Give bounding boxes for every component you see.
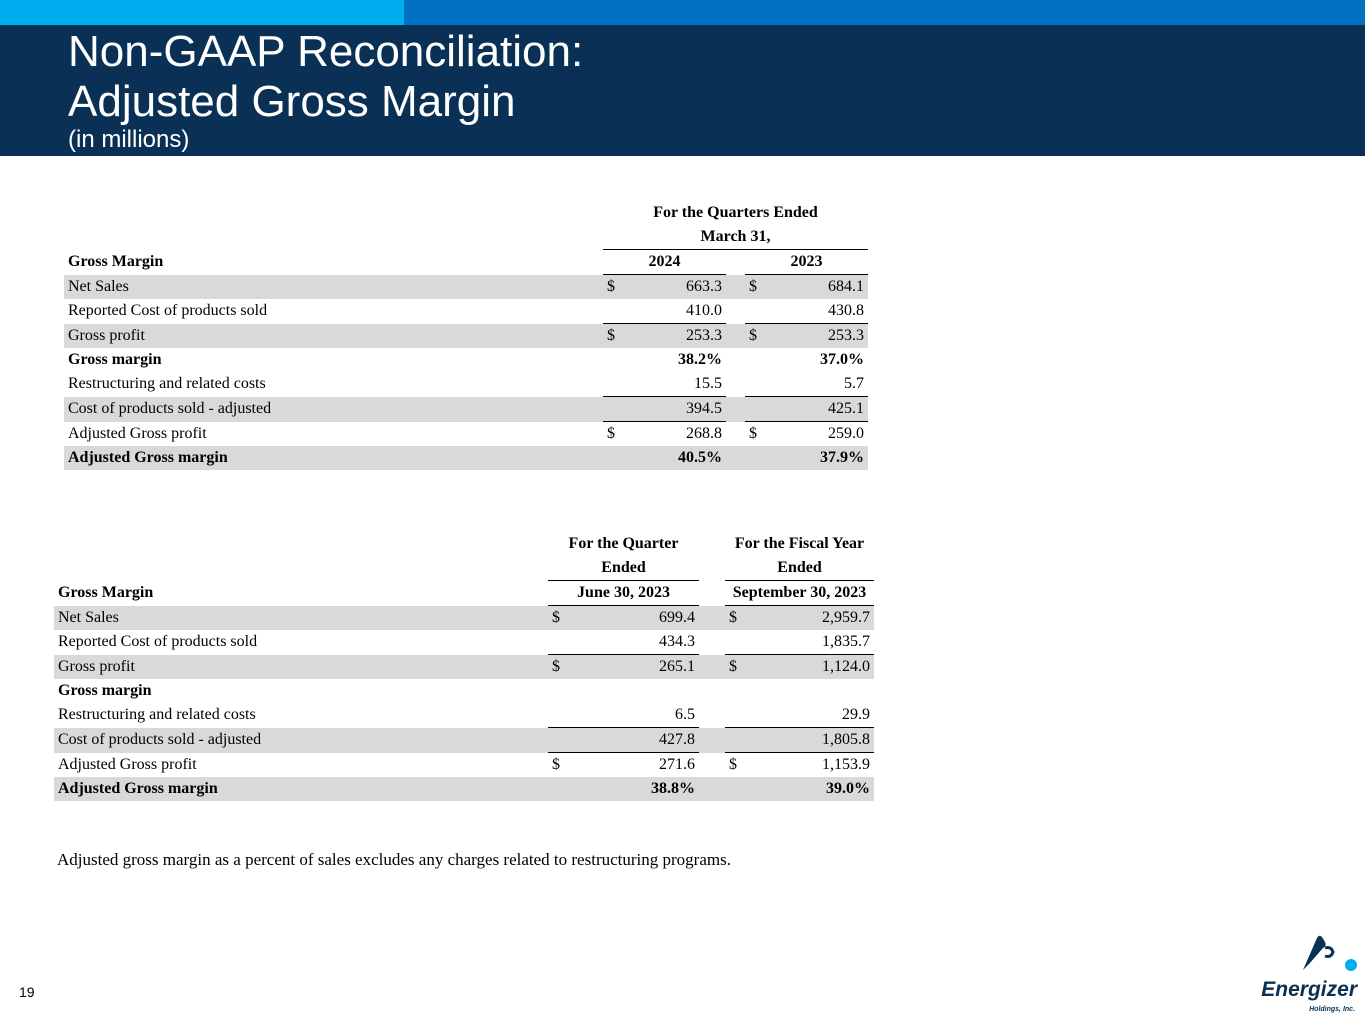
- value-2024: 253.3: [623, 324, 726, 349]
- currency-symbol: $: [603, 324, 623, 349]
- value-2023: 37.0%: [820, 351, 864, 368]
- row-label: Adjusted Gross profit: [58, 755, 197, 773]
- value-fiscal-year: 1,835.7: [822, 633, 870, 650]
- value-2024: 40.5%: [623, 446, 726, 470]
- table-row: [54, 655, 874, 680]
- value-quarter: 265.1: [568, 655, 699, 680]
- row-label: Gross margin: [68, 351, 162, 368]
- top-accent-bar-light: [0, 0, 404, 25]
- quarterly-gross-margin-table: [64, 201, 868, 470]
- table-row: [64, 422, 868, 447]
- table1-group-header-date: March 31,: [603, 225, 868, 250]
- value-quarter: [568, 679, 699, 703]
- currency-symbol: [725, 630, 745, 655]
- row-label: Net Sales: [54, 606, 548, 631]
- value-fiscal-year: 1,153.9: [822, 756, 870, 773]
- table-row: [54, 703, 874, 728]
- table1-col-2023: 2023: [745, 250, 868, 275]
- table-row: [54, 753, 874, 778]
- table-row: [54, 728, 874, 753]
- value-2023: 5.7: [765, 372, 868, 397]
- currency-symbol: $: [548, 655, 568, 680]
- table1-group-header: For the Quarters Ended: [653, 204, 818, 221]
- footnote: Adjusted gross margin as a percent of sales excludes any charges related to restructuring programs.: [57, 850, 731, 869]
- table-row: [64, 275, 868, 300]
- value-fiscal-year: [745, 679, 874, 703]
- value-2024: 410.0: [623, 299, 726, 324]
- table2-header-row-2: [54, 556, 874, 581]
- logo-wordmark: Energizer: [1261, 978, 1357, 1001]
- value-quarter: 6.5: [568, 703, 699, 728]
- value-fiscal-year: 39.0%: [745, 777, 874, 801]
- currency-symbol: $: [552, 756, 560, 773]
- row-label: Gross profit: [64, 324, 603, 349]
- logo-subtext: Holdings, Inc.: [1309, 1006, 1355, 1013]
- currency-symbol: [745, 446, 765, 470]
- table-row: [54, 606, 874, 631]
- value-2024: 38.2%: [678, 351, 722, 368]
- table1-col-2024: 2024: [603, 250, 726, 275]
- value-2023: 430.8: [765, 299, 868, 324]
- value-2023: 684.1: [765, 275, 868, 300]
- value-fiscal-year: 1,805.8: [745, 728, 874, 753]
- row-label: Restructuring and related costs: [58, 706, 256, 724]
- table-row: [64, 348, 868, 372]
- currency-symbol: [725, 777, 745, 801]
- value-2023: 253.3: [765, 324, 868, 349]
- currency-symbol: [745, 348, 765, 372]
- page-title: [68, 27, 583, 127]
- currency-symbol: [745, 299, 765, 324]
- currency-symbol: $: [729, 756, 737, 773]
- table2-row-label-header: Gross Margin: [58, 584, 154, 601]
- table2-col2-header-date: September 30, 2023: [725, 581, 874, 606]
- value-2024: 268.8: [686, 425, 722, 442]
- currency-symbol: [548, 703, 568, 728]
- currency-symbol: $: [607, 425, 615, 442]
- currency-symbol: [548, 777, 568, 801]
- currency-symbol: [745, 372, 765, 397]
- value-quarter: 38.8%: [568, 777, 699, 801]
- table-row: [64, 397, 868, 422]
- table1-header-row-2: [64, 225, 868, 250]
- value-fiscal-year: 2,959.7: [745, 606, 874, 631]
- table2-header-row-3: [54, 581, 874, 606]
- value-2023: 259.0: [828, 425, 864, 442]
- value-2024: 15.5: [623, 372, 726, 397]
- row-label: Gross margin: [58, 682, 152, 699]
- table1-header-row-1: [64, 201, 868, 225]
- table1-header-row-3: [64, 250, 868, 275]
- table-row: [54, 777, 874, 801]
- currency-symbol: $: [745, 275, 765, 300]
- table1-row-label-header: Gross Margin: [68, 253, 164, 270]
- value-quarter: 434.3: [659, 633, 695, 650]
- table2-col1-header-date: June 30, 2023: [548, 581, 699, 606]
- table-row: [54, 630, 874, 655]
- title-line-2: Adjusted Gross Margin: [68, 77, 516, 126]
- row-label: Cost of products sold - adjusted: [54, 728, 548, 753]
- logo-swoosh-mark: [1303, 936, 1326, 970]
- table-row: [54, 679, 874, 703]
- row-label: Reported Cost of products sold: [68, 302, 268, 320]
- currency-symbol: [603, 397, 623, 422]
- page-number: 19: [19, 984, 35, 1000]
- value-2024: 663.3: [623, 275, 726, 300]
- row-label: Adjusted Gross profit: [68, 424, 207, 442]
- currency-symbol: [725, 703, 745, 728]
- currency-symbol: [548, 630, 568, 655]
- table2-col2-header-line1: For the Fiscal Year: [734, 535, 865, 552]
- currency-symbol: [603, 299, 623, 324]
- currency-symbol: [725, 728, 745, 753]
- currency-symbol: [745, 397, 765, 422]
- row-label: Reported Cost of products sold: [58, 633, 258, 651]
- value-fiscal-year: 1,124.0: [745, 655, 874, 680]
- row-label: Adjusted Gross margin: [54, 777, 548, 801]
- row-label: Cost of products sold - adjusted: [64, 397, 603, 422]
- currency-symbol: [548, 728, 568, 753]
- value-quarter: 271.6: [659, 756, 695, 773]
- currency-symbol: [603, 348, 623, 372]
- value-quarter: 427.8: [568, 728, 699, 753]
- currency-symbol: $: [749, 425, 757, 442]
- currency-symbol: $: [548, 606, 568, 631]
- value-2023: 37.9%: [765, 446, 868, 470]
- currency-symbol: $: [725, 655, 745, 680]
- value-fiscal-year: 29.9: [745, 703, 874, 728]
- currency-symbol: $: [603, 275, 623, 300]
- currency-symbol: [548, 679, 568, 703]
- row-label: Net Sales: [64, 275, 603, 300]
- table2-col1-header-line2: Ended: [548, 556, 699, 581]
- row-label: Gross profit: [54, 655, 548, 680]
- table-row: [64, 324, 868, 349]
- energizer-logo: [1245, 932, 1360, 1016]
- currency-symbol: [725, 679, 745, 703]
- table2-header-row-1: [54, 532, 874, 556]
- row-label: Adjusted Gross margin: [64, 446, 603, 470]
- currency-symbol: [603, 372, 623, 397]
- table2-col1-header-line1: For the Quarter: [568, 535, 679, 552]
- currency-symbol: $: [725, 606, 745, 631]
- table2-col2-header-line2: Ended: [725, 556, 874, 581]
- currency-symbol: $: [745, 324, 765, 349]
- top-accent-bar-blue: [404, 0, 1365, 25]
- currency-symbol: [603, 446, 623, 470]
- title-line-1: Non-GAAP Reconciliation:: [68, 27, 584, 76]
- page-subtitle: (in millions): [68, 126, 190, 153]
- table-row: [64, 299, 868, 324]
- table-row: [64, 446, 868, 470]
- value-quarter: 699.4: [568, 606, 699, 631]
- quarter-and-fiscal-year-gross-margin-table: [54, 532, 874, 801]
- value-2023: 425.1: [765, 397, 868, 422]
- table-row: [64, 372, 868, 397]
- value-2024: 394.5: [623, 397, 726, 422]
- row-label: Restructuring and related costs: [68, 375, 266, 393]
- logo-dot: [1345, 959, 1357, 971]
- logo-swoosh-stroke: [1325, 948, 1333, 957]
